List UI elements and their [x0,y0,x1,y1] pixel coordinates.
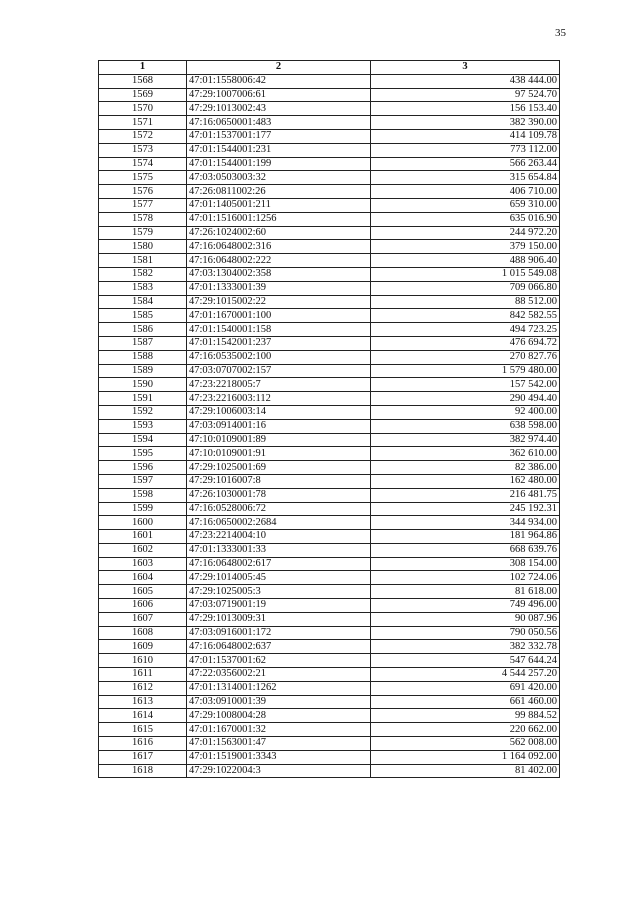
cadastral-number-cell: 47:03:1304002:358 [187,267,371,281]
row-number-cell: 1608 [99,626,187,640]
table-row [99,599,560,613]
row-number-cell: 1575 [99,171,187,185]
table-row [99,681,560,695]
cadastral-number-cell: 47:03:0916001:172 [187,626,371,640]
table-row [99,226,560,240]
cadastral-number-cell: 47:01:1405001:211 [187,198,371,212]
cadastral-number-cell: 47:23:2216003:112 [187,392,371,406]
cadastral-number-cell: 47:01:1544001:231 [187,143,371,157]
row-number-cell: 1602 [99,543,187,557]
table-row [99,254,560,268]
table-row [99,750,560,764]
value-cell: 749 496.00 [371,599,560,613]
row-number-cell: 1577 [99,198,187,212]
table-row [99,516,560,530]
row-number-cell: 1615 [99,723,187,737]
table-row [99,74,560,88]
row-number-cell: 1610 [99,654,187,668]
row-number-cell: 1570 [99,102,187,116]
row-number-cell: 1576 [99,185,187,199]
value-cell: 382 332.78 [371,640,560,654]
value-cell: 157 542.00 [371,378,560,392]
row-number-cell: 1582 [99,267,187,281]
value-cell: 691 420.00 [371,681,560,695]
row-number-cell: 1591 [99,392,187,406]
cadastral-number-cell: 47:16:0535002:100 [187,350,371,364]
cadastral-number-cell: 47:01:1333001:39 [187,281,371,295]
cadastral-number-cell: 47:29:1015002:22 [187,295,371,309]
value-cell: 1 015 549.08 [371,267,560,281]
column-header-2: 2 [187,61,371,75]
table-row [99,281,560,295]
cadastral-number-cell: 47:03:0707002:157 [187,364,371,378]
cadastral-number-cell: 47:03:0914001:16 [187,419,371,433]
cadastral-number-cell: 47:26:1024002:60 [187,226,371,240]
value-cell: 88 512.00 [371,295,560,309]
row-number-cell: 1598 [99,488,187,502]
row-number-cell: 1603 [99,557,187,571]
cadastral-number-cell: 47:01:1544001:199 [187,157,371,171]
row-number-cell: 1607 [99,612,187,626]
value-cell: 1 164 092.00 [371,750,560,764]
table-row [99,185,560,199]
row-number-cell: 1571 [99,116,187,130]
row-number-cell: 1593 [99,419,187,433]
table-row [99,198,560,212]
table-row [99,129,560,143]
row-number-cell: 1583 [99,281,187,295]
column-header-1: 1 [99,61,187,75]
table-row [99,364,560,378]
row-number-cell: 1618 [99,764,187,778]
value-cell: 709 066.80 [371,281,560,295]
cadastral-number-cell: 47:10:0109001:91 [187,447,371,461]
table-row [99,695,560,709]
value-cell: 216 481.75 [371,488,560,502]
row-number-cell: 1586 [99,323,187,337]
table-row [99,640,560,654]
table-header-row [99,61,560,75]
table-row [99,530,560,544]
value-cell: 1 579 480.00 [371,364,560,378]
row-number-cell: 1588 [99,350,187,364]
row-number-cell: 1613 [99,695,187,709]
cadastral-number-cell: 47:23:2214004:10 [187,530,371,544]
cadastral-number-cell: 47:01:1333001:33 [187,543,371,557]
row-number-cell: 1601 [99,530,187,544]
row-number-cell: 1581 [99,254,187,268]
table-row [99,378,560,392]
cadastral-number-cell: 47:16:0650001:483 [187,116,371,130]
value-cell: 308 154.00 [371,557,560,571]
table-row [99,419,560,433]
row-number-cell: 1569 [99,88,187,102]
cadastral-number-cell: 47:23:2218005:7 [187,378,371,392]
cadastral-number-cell: 47:29:1025001:69 [187,461,371,475]
value-cell: 406 710.00 [371,185,560,199]
row-number-cell: 1592 [99,405,187,419]
cadastral-number-cell: 47:29:1013009:31 [187,612,371,626]
row-number-cell: 1580 [99,240,187,254]
value-cell: 156 153.40 [371,102,560,116]
row-number-cell: 1584 [99,295,187,309]
cadastral-number-cell: 47:01:1563001:47 [187,737,371,751]
value-cell: 244 972.20 [371,226,560,240]
value-cell: 562 008.00 [371,737,560,751]
table-row [99,88,560,102]
value-cell: 790 050.56 [371,626,560,640]
table-row [99,461,560,475]
table-row [99,502,560,516]
value-cell: 220 662.00 [371,723,560,737]
table-row [99,405,560,419]
row-number-cell: 1617 [99,750,187,764]
cadastral-number-cell: 47:01:1540001:158 [187,323,371,337]
cadastral-number-cell: 47:01:1519001:3343 [187,750,371,764]
row-number-cell: 1599 [99,502,187,516]
table-row [99,571,560,585]
row-number-cell: 1606 [99,599,187,613]
row-number-cell: 1579 [99,226,187,240]
table-row [99,157,560,171]
value-cell: 659 310.00 [371,198,560,212]
value-cell: 245 192.31 [371,502,560,516]
row-number-cell: 1609 [99,640,187,654]
value-cell: 668 639.76 [371,543,560,557]
value-cell: 414 109.78 [371,129,560,143]
table-row [99,737,560,751]
row-number-cell: 1573 [99,143,187,157]
cadastral-number-cell: 47:29:1014005:45 [187,571,371,585]
table-row [99,488,560,502]
cadastral-number-cell: 47:29:1016007:8 [187,474,371,488]
cadastral-number-cell: 47:16:0648002:222 [187,254,371,268]
row-number-cell: 1616 [99,737,187,751]
value-cell: 90 087.96 [371,612,560,626]
value-cell: 362 610.00 [371,447,560,461]
value-cell: 842 582.55 [371,309,560,323]
value-cell: 92 400.00 [371,405,560,419]
value-cell: 438 444.00 [371,74,560,88]
cadastral-number-cell: 47:03:0910001:39 [187,695,371,709]
table-row [99,668,560,682]
value-cell: 476 694.72 [371,336,560,350]
value-cell: 315 654.84 [371,171,560,185]
value-cell: 661 460.00 [371,695,560,709]
value-cell: 97 524.70 [371,88,560,102]
row-number-cell: 1587 [99,336,187,350]
value-cell: 81 402.00 [371,764,560,778]
table-row [99,171,560,185]
table-row [99,116,560,130]
value-cell: 635 016.90 [371,212,560,226]
table-row [99,350,560,364]
table-row [99,709,560,723]
value-cell: 566 263.44 [371,157,560,171]
table-row [99,392,560,406]
cadastral-number-cell: 47:16:0648002:617 [187,557,371,571]
value-cell: 638 598.00 [371,419,560,433]
value-cell: 494 723.25 [371,323,560,337]
cadastral-number-cell: 47:01:1537001:177 [187,129,371,143]
row-number-cell: 1596 [99,461,187,475]
value-cell: 547 644.24 [371,654,560,668]
table-row [99,612,560,626]
table-row [99,433,560,447]
cadastral-number-cell: 47:03:0719001:19 [187,599,371,613]
row-number-cell: 1594 [99,433,187,447]
row-number-cell: 1595 [99,447,187,461]
value-cell: 488 906.40 [371,254,560,268]
table-row [99,240,560,254]
table-row [99,557,560,571]
cadastral-number-cell: 47:29:1025005:3 [187,585,371,599]
table-row [99,143,560,157]
table-row [99,447,560,461]
table-row [99,102,560,116]
value-cell: 81 618.00 [371,585,560,599]
cadastral-value-table [98,60,560,778]
table-row [99,543,560,557]
row-number-cell: 1578 [99,212,187,226]
table-row [99,323,560,337]
cadastral-number-cell: 47:26:1030001:78 [187,488,371,502]
column-header-3: 3 [371,61,560,75]
value-cell: 181 964.86 [371,530,560,544]
value-cell: 773 112.00 [371,143,560,157]
row-number-cell: 1597 [99,474,187,488]
cadastral-number-cell: 47:01:1537001:62 [187,654,371,668]
value-cell: 344 934.00 [371,516,560,530]
table-row [99,585,560,599]
cadastral-number-cell: 47:01:1670001:100 [187,309,371,323]
cadastral-number-cell: 47:29:1013002:43 [187,102,371,116]
row-number-cell: 1568 [99,74,187,88]
cadastral-number-cell: 47:03:0503003:32 [187,171,371,185]
table-row [99,295,560,309]
row-number-cell: 1605 [99,585,187,599]
value-cell: 99 884.52 [371,709,560,723]
row-number-cell: 1614 [99,709,187,723]
value-cell: 382 390.00 [371,116,560,130]
value-cell: 162 480.00 [371,474,560,488]
cadastral-number-cell: 47:22:0356002:21 [187,668,371,682]
table-row [99,474,560,488]
page-number: 35 [555,27,566,39]
row-number-cell: 1612 [99,681,187,695]
table-row [99,764,560,778]
value-cell: 102 724.06 [371,571,560,585]
cadastral-number-cell: 47:16:0648002:637 [187,640,371,654]
row-number-cell: 1600 [99,516,187,530]
cadastral-number-cell: 47:29:1006003:14 [187,405,371,419]
value-cell: 4 544 257.20 [371,668,560,682]
cadastral-number-cell: 47:10:0109001:89 [187,433,371,447]
table-row [99,309,560,323]
cadastral-number-cell: 47:29:1007006:61 [187,88,371,102]
table-row [99,212,560,226]
cadastral-number-cell: 47:16:0650002:2684 [187,516,371,530]
table-row [99,267,560,281]
value-cell: 290 494.40 [371,392,560,406]
row-number-cell: 1585 [99,309,187,323]
cadastral-number-cell: 47:29:1022004:3 [187,764,371,778]
row-number-cell: 1604 [99,571,187,585]
table-row [99,626,560,640]
value-cell: 379 150.00 [371,240,560,254]
value-cell: 382 974.40 [371,433,560,447]
cadastral-number-cell: 47:26:0811002:26 [187,185,371,199]
cadastral-number-cell: 47:16:0528006:72 [187,502,371,516]
cadastral-number-cell: 47:29:1008004:28 [187,709,371,723]
cadastral-number-cell: 47:16:0648002:316 [187,240,371,254]
table-row [99,336,560,350]
value-cell: 82 386.00 [371,461,560,475]
cadastral-number-cell: 47:01:1558006:42 [187,74,371,88]
row-number-cell: 1590 [99,378,187,392]
table-body [99,74,560,778]
row-number-cell: 1611 [99,668,187,682]
row-number-cell: 1574 [99,157,187,171]
table-row [99,723,560,737]
cadastral-number-cell: 47:01:1516001:1256 [187,212,371,226]
table-row [99,654,560,668]
row-number-cell: 1572 [99,129,187,143]
cadastral-number-cell: 47:01:1314001:1262 [187,681,371,695]
cadastral-number-cell: 47:01:1542001:237 [187,336,371,350]
value-cell: 270 827.76 [371,350,560,364]
row-number-cell: 1589 [99,364,187,378]
cadastral-number-cell: 47:01:1670001:32 [187,723,371,737]
